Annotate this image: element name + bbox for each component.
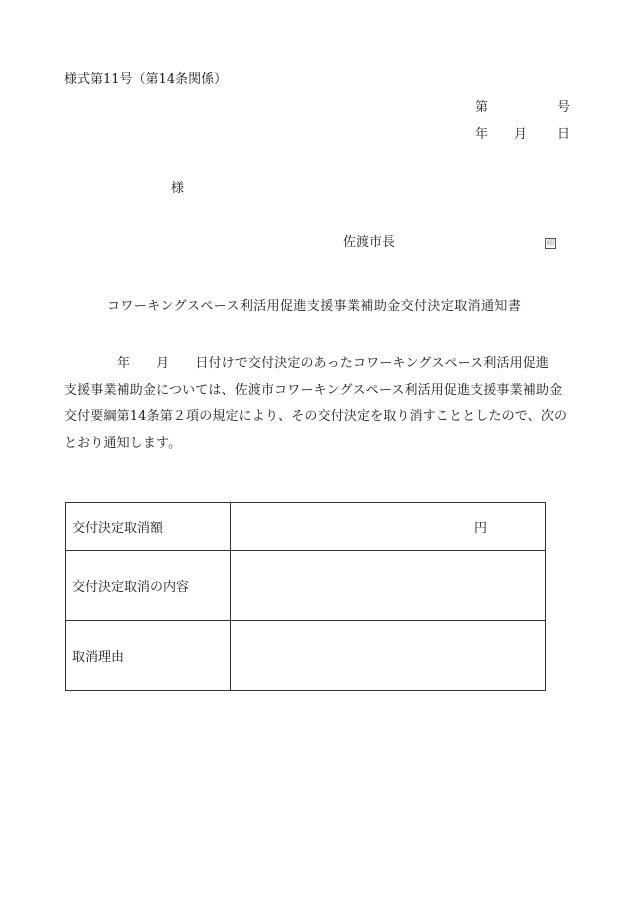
body-line-4: とおり通知します。 <box>64 435 182 451</box>
document-number-prefix: 第 <box>475 100 489 115</box>
cancel-reason-label: 取消理由 <box>66 621 231 691</box>
document-title: コワーキングスペース利活用促進支援事業補助金交付決定取消通知書 <box>107 299 522 314</box>
form-number: 様式第11号（第14条関係） <box>64 72 228 87</box>
body-month-label: 月 <box>156 356 170 371</box>
sender-title: 佐渡市長 <box>343 235 396 250</box>
date-year-label: 年 <box>475 127 489 142</box>
addressee-honorific: 様 <box>171 181 185 196</box>
body-line-2: 支援事業補助金については、佐渡市コワーキングスペース利活用促進支援事業補助金 <box>64 382 563 398</box>
body-line-1 <box>64 351 564 378</box>
body-line1-text: 日付けで交付決定のあったコワーキングスペース利活用促進 <box>195 356 550 371</box>
cancel-content-value <box>231 551 546 621</box>
cancel-content-label: 交付決定取消の内容 <box>66 551 231 621</box>
cancel-reason-value <box>231 621 546 691</box>
body-year-label: 年 <box>117 356 131 371</box>
seal-mark: 印 <box>547 239 554 247</box>
cancel-amount-label: 交付決定取消額 <box>66 503 231 551</box>
table-row <box>66 503 546 551</box>
date-month-label: 月 <box>514 127 528 142</box>
cancellation-details-table <box>65 502 546 691</box>
table-row <box>66 551 546 621</box>
cancel-amount-value: 円 <box>231 503 546 551</box>
body-line-3: 交付要綱第14条第２項の規定により、その交付決定を取り消すこととしたので、次の <box>64 409 568 424</box>
table-row <box>66 621 546 691</box>
notice-body <box>64 351 568 457</box>
date-day-label: 日 <box>557 127 571 142</box>
document-number-suffix: 号 <box>557 100 571 115</box>
